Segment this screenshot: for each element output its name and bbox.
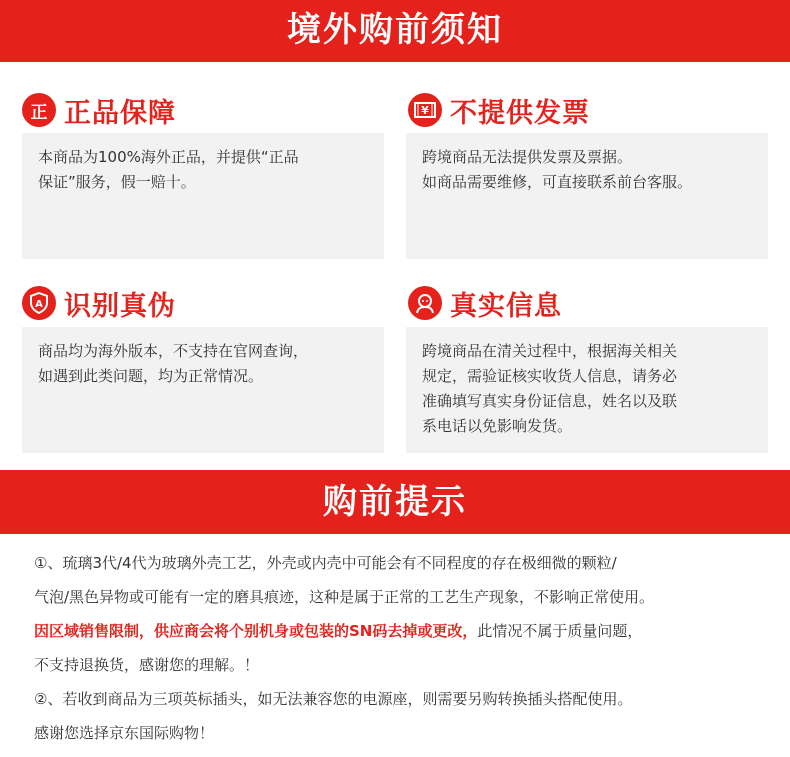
svg-text:A: A <box>35 299 43 310</box>
note-line: 气泡/黑色异物或可能有一定的磨具痕迹，这种是属于正常的工艺生产现象，不影响正常使用。 <box>34 588 655 606</box>
section-info-title: 真实信息 <box>408 283 562 323</box>
note-line: 因区域销售限制，供应商会将个别机身或包装的SN码去掉或更改，此情况不属于质量问题， <box>34 622 643 640</box>
section-info-box: 跨境商品在清关过程中，根据海关相关 规定，需验证核实收货人信息，请务必 准确填写真实身份证信息，姓名以及联 系电话以免影响发货。 <box>406 327 768 453</box>
note-line: 不支持退换货，感谢您的理解。！ <box>34 656 260 674</box>
authentic-icon: 正 <box>22 93 56 127</box>
note-line: ①、琉璃3代/4代为玻璃外壳工艺，外壳或内壳中可能会有不同程度的存在极细微的颗粒/ <box>34 554 617 572</box>
user-icon <box>408 286 442 320</box>
section-authentic-box: 本商品为100%海外正品，并提供“正品 保证”服务，假一赔十。 <box>22 133 384 259</box>
section-verify-box: 商品均为海外版本，不支持在官网查询， 如遇到此类问题，均为正常情况。 <box>22 327 384 453</box>
section-authentic-title: 正 正品保障 <box>22 90 176 130</box>
section-verify-title: A 识别真伪 <box>22 283 176 323</box>
tips-banner: 购前提示 <box>0 470 790 534</box>
header-banner: 境外购前须知 <box>0 0 790 62</box>
section-invoice-title: ¥ 不提供发票 <box>408 90 590 130</box>
shield-icon <box>22 286 56 320</box>
purchase-notes <box>34 546 779 750</box>
svg-text:¥: ¥ <box>421 104 429 117</box>
invoice-icon <box>408 93 442 127</box>
note-line: 感谢您选择京东国际购物！ <box>34 724 215 742</box>
warning-text: 因区域销售限制，供应商会将个别机身或包装的SN码去掉或更改， <box>34 622 478 640</box>
note-line: ②、若收到商品为三项英标插头，如无法兼容您的电源座，则需要另购转换插头搭配使用。 <box>34 690 633 708</box>
section-invoice-box: 跨境商品无法提供发票及票据。 如商品需要维修，可直接联系前台客服。 <box>406 133 768 259</box>
